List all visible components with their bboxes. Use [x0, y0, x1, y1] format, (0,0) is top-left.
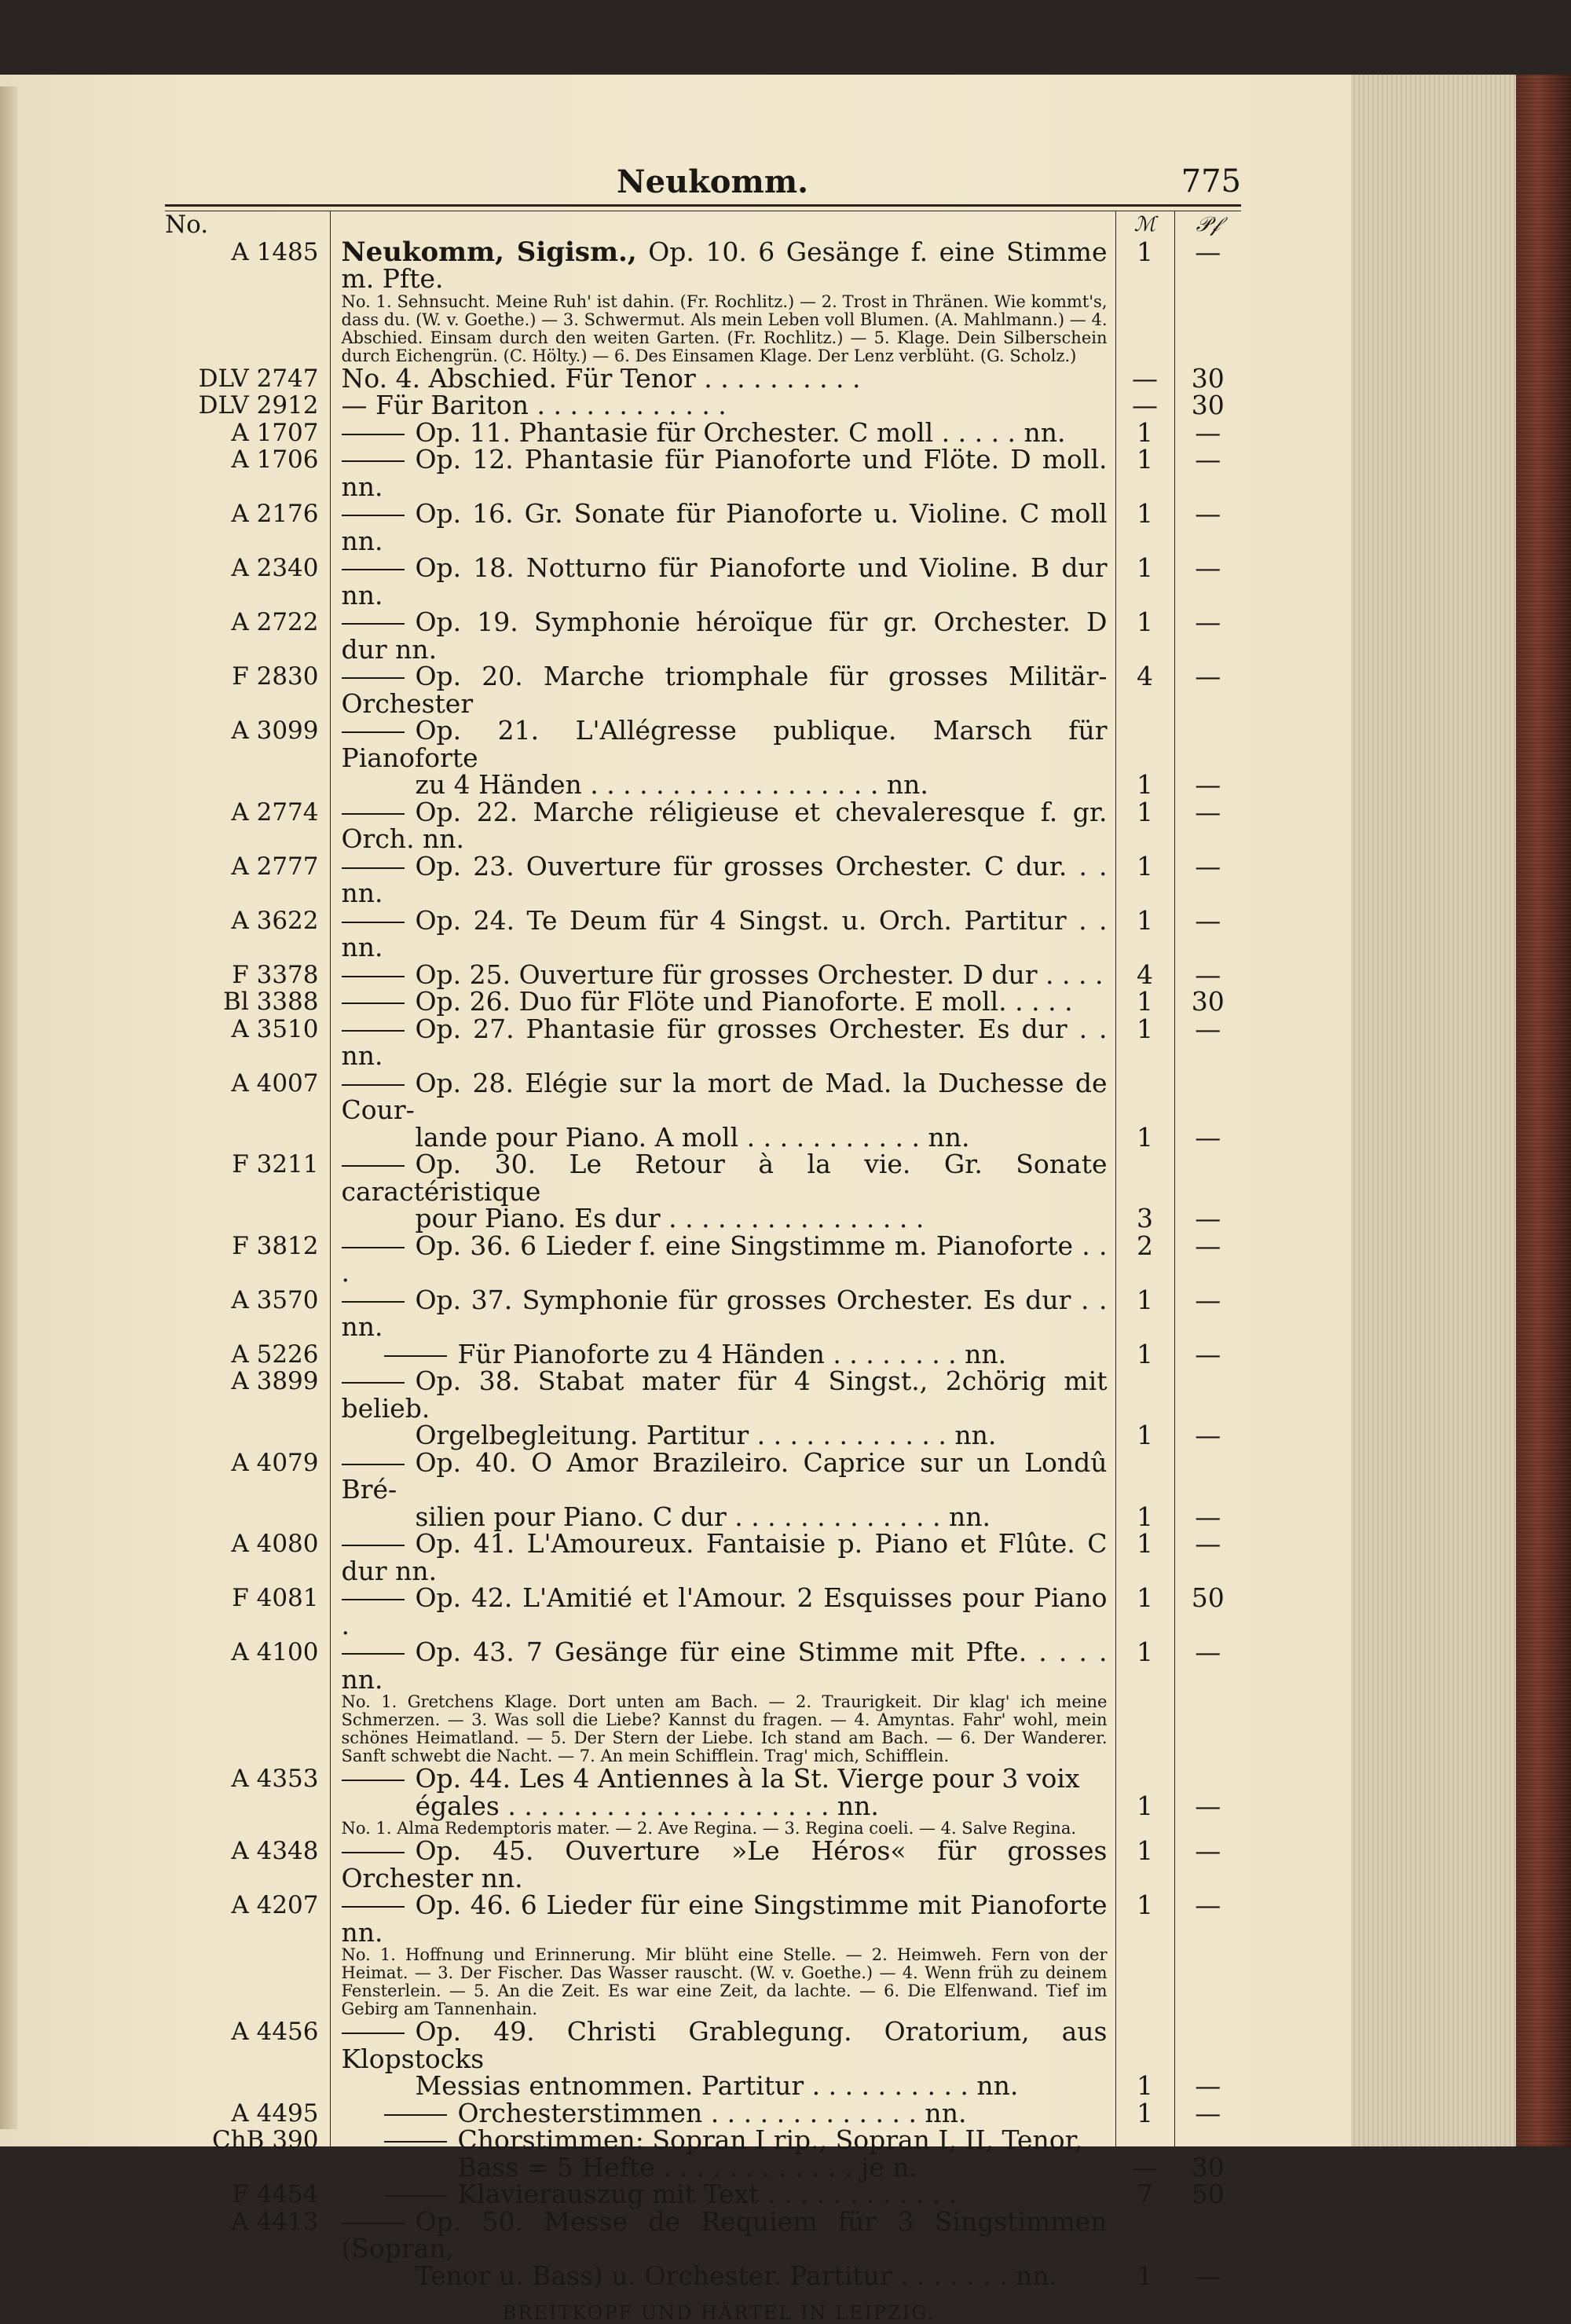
price-pfennig: —	[1174, 500, 1241, 555]
entry-description	[330, 850, 1115, 908]
ditto-dash	[342, 1599, 405, 1600]
entry-description	[330, 609, 1115, 663]
col-no-header: No.	[165, 211, 209, 239]
entry-description	[330, 1582, 1115, 1640]
price-pfennig: —	[1174, 2100, 1241, 2128]
entry-number: F 3378	[232, 960, 319, 989]
price-mark: 1	[1115, 988, 1174, 1016]
price-mark: 7	[1115, 2181, 1174, 2209]
entry-description	[330, 1067, 1115, 1153]
entry-description	[330, 1230, 1115, 1288]
entry-title: Op. 26. Duo für Flöte und Pianoforte. E moll. . . . .	[415, 986, 1073, 1017]
contents-note: No. 1. Gretchens Klage. Dort unten am Bach. — 2. Traurigkeit. Dir klag' ich meine Schmerzen. — 3. Was soll die Liebe? Kannst du fragen. — 4. Amyntas. Fahr' wohl, mein schönes Heimatland. — 5. Der Stern der Liebe. Ich stand am Bach. — 6. Der Wanderer. Sanft schwebt die Nacht. — 7. An mein Schifflein. Trag' mich, Schifflein.	[330, 1693, 1115, 1765]
entry-description	[330, 988, 1115, 1016]
price-pfennig: —	[1174, 1070, 1241, 1152]
contents-note: No. 1. Hoffnung und Erinnerung. Mir blüht eine Stelle. — 2. Heimweh. Fern von der Heimat. — 3. Der Fischer. Das Wasser rauscht. (W. v. Goethe.) — 4. Wenn früh zu deinem Fensterlein. — 5. An die Zeit. Es war eine Zeit, da lachte. — 6. Die Elfenwand. Tief im Gebirg am Tannenhain.	[330, 1946, 1115, 2018]
col-desc-header	[330, 211, 1115, 239]
price-mark: 4	[1115, 962, 1174, 989]
catalog-entry	[165, 420, 1241, 447]
entry-title: Op. 30. Le Retour à la vie. Gr. Sonate caractéristique	[341, 1149, 1108, 1207]
entry-title: Op. 19. Symphonie héroïque für gr. Orchester. D dur nn.	[341, 607, 1108, 665]
entry-title: Op. 38. Stabat mater für 4 Singst., 2chörig mit belieb.	[341, 1365, 1108, 1424]
entry-title: Für Pianoforte zu 4 Händen . . . . . . . . nn.	[457, 1338, 1007, 1369]
price-mark: 1	[1115, 2100, 1174, 2128]
price-mark: 1	[1115, 609, 1174, 663]
book-spine-texture	[1516, 75, 1571, 2146]
entry-number: F 3812	[232, 1231, 319, 1260]
price-mark: 3	[1115, 1151, 1174, 1233]
entry-number: A 1706	[231, 445, 319, 474]
page-title: Neukomm.	[617, 163, 809, 200]
catalog-entry	[165, 1070, 1241, 1152]
ditto-dash	[342, 1030, 405, 1032]
empty-cell	[1174, 293, 1241, 365]
price-pfennig: —	[1174, 907, 1241, 962]
entry-continuation: zu 4 Händen . . . . . . . . . . . . . . . . . . nn.	[415, 769, 928, 800]
entry-description	[330, 796, 1115, 854]
entry-number: A 3510	[231, 1014, 319, 1043]
entry-number: A 1485	[231, 237, 319, 266]
ditto-dash	[384, 2114, 447, 2116]
price-pfennig: 50	[1174, 2181, 1241, 2209]
entry-description	[330, 1338, 1115, 1369]
price-pfennig: —	[1174, 446, 1241, 500]
entry-description	[330, 1446, 1115, 1532]
ditto-dash	[342, 1301, 405, 1303]
price-pfennig: —	[1174, 1151, 1241, 1233]
entry-number: A 4207	[231, 1891, 319, 1919]
price-pfennig: 30	[1174, 2127, 1241, 2181]
price-mark: 1	[1115, 1368, 1174, 1450]
entry-number: A 2176	[231, 500, 319, 528]
catalog-entry	[165, 1450, 1241, 1531]
entry-number: A 3622	[231, 906, 319, 935]
catalog-entry	[165, 907, 1241, 962]
entry-number: DLV 2747	[198, 364, 319, 393]
entry-number: A 3099	[231, 717, 319, 745]
catalog-entry	[165, 392, 1241, 420]
left-page-gutter	[0, 86, 17, 2129]
entry-number: A 1707	[231, 418, 319, 447]
price-mark: —	[1115, 365, 1174, 393]
entry-number: A 2340	[231, 554, 319, 582]
price-pfennig: —	[1174, 1341, 1241, 1369]
entry-description	[330, 552, 1115, 610]
entry-number: Bl 3388	[223, 988, 319, 1016]
price-pfennig: —	[1174, 1287, 1241, 1341]
catalog-entry	[165, 799, 1241, 853]
price-mark: 1	[1115, 1639, 1174, 1693]
contents-note-row	[165, 1946, 1241, 2018]
col-mark-header: ℳ	[1115, 211, 1174, 239]
ditto-dash	[342, 569, 405, 570]
catalog-entry	[165, 1341, 1241, 1369]
catalog-entry	[165, 1151, 1241, 1233]
price-pfennig: —	[1174, 799, 1241, 853]
catalog-entry	[165, 446, 1241, 500]
entry-title: Op. 42. L'Amitié et l'Amour. 2 Esquisses pour Piano .	[341, 1582, 1108, 1640]
price-mark: 1	[1115, 1341, 1174, 1369]
ditto-dash	[342, 976, 405, 977]
price-pfennig: —	[1174, 1530, 1241, 1585]
entry-description	[330, 392, 1115, 420]
ditto-dash	[342, 515, 405, 516]
entry-description	[330, 717, 1115, 799]
price-pfennig: 30	[1174, 365, 1241, 393]
ditto-dash	[342, 623, 405, 625]
price-pfennig: —	[1174, 1639, 1241, 1693]
entry-title: Op. 46. 6 Lieder für eine Singstimme mit Pianoforte nn.	[341, 1890, 1108, 1948]
entry-title: Op. 25. Ouverture für grosses Orchester. D dur . . . .	[415, 959, 1104, 990]
entry-title: Op. 11. Phantasie für Orchester. C moll . . . . . nn.	[415, 416, 1066, 448]
price-pfennig: —	[1174, 1892, 1241, 1946]
column-header-row	[165, 211, 1241, 239]
price-mark: 1	[1115, 2018, 1174, 2100]
entry-number: A 2722	[231, 608, 319, 636]
catalog-entry	[165, 500, 1241, 555]
price-mark: 1	[1115, 446, 1174, 500]
catalog-entry	[165, 239, 1241, 293]
catalog-entry	[165, 1233, 1241, 1287]
entry-number: A 4007	[231, 1069, 319, 1098]
catalog-entry	[165, 1838, 1241, 1892]
ditto-dash	[342, 460, 405, 462]
entry-title: No. 4. Abschied. Für Tenor . . . . . . . . . .	[341, 362, 861, 394]
contents-note-row	[165, 1693, 1241, 1765]
entry-description	[330, 1151, 1115, 1233]
catalog-entry	[165, 1287, 1241, 1341]
ditto-dash	[342, 1382, 405, 1384]
contents-note: No. 1. Sehnsucht. Meine Ruh' ist dahin. (Fr. Rochlitz.) — 2. Trost in Thränen. Wie kommt's, dass du. (W. v. Goethe.) — 3. Schwermut. Als mein Leben voll Blumen. (A. Mahlmann.) — 4. Abschied. Einsam durch den weiten Garten. (Fr. Rochlitz.) — 5. Klage. Dein Silberschein durch Eichengrün. (C. Hölty.) — 6. Des Einsamen Klage. Der Lenz verblüht. (G. Scholz.)	[330, 293, 1115, 365]
entry-description	[330, 362, 1115, 394]
entry-description	[330, 904, 1115, 962]
price-mark: —	[1115, 2127, 1174, 2181]
price-pfennig: —	[1174, 717, 1241, 799]
catalog-entry	[165, 962, 1241, 989]
price-mark: 1	[1115, 1585, 1174, 1639]
price-pfennig: —	[1174, 420, 1241, 447]
entry-number: A 4456	[231, 2018, 319, 2046]
price-mark: 1	[1115, 1287, 1174, 1341]
catalog-entry	[165, 2127, 1241, 2181]
price-mark: —	[1115, 392, 1174, 420]
price-mark: 1	[1115, 1070, 1174, 1152]
entry-number: A 4495	[231, 2099, 319, 2128]
entry-number: ChB 390	[212, 2126, 319, 2154]
entry-title: Op. 50. Messe de Requiem für 3 Singstimmen (Sopran,	[341, 2205, 1108, 2264]
price-pfennig: —	[1174, 239, 1241, 293]
entry-number: A 3899	[231, 1367, 319, 1395]
price-pfennig: —	[1174, 555, 1241, 609]
ditto-dash	[342, 731, 405, 733]
entry-title: Op. 18. Notturno für Pianoforte und Violine. B dur nn.	[341, 552, 1108, 610]
entry-description	[330, 1835, 1115, 1893]
price-pfennig: —	[1174, 609, 1241, 663]
entry-number: A 5226	[231, 1340, 319, 1369]
entry-title: Op. 24. Te Deum für 4 Singst. u. Orch. Partitur . . nn.	[341, 904, 1108, 962]
catalog-entry	[165, 717, 1241, 799]
entry-title: Op. 49. Christi Grablegung. Oratorium, aus Klopstocks	[341, 2016, 1108, 2074]
entry-number: A 2777	[231, 852, 319, 881]
price-pfennig: —	[1174, 2018, 1241, 2100]
price-pfennig: —	[1174, 663, 1241, 717]
catalog-entry	[165, 853, 1241, 907]
price-mark: 1	[1115, 1450, 1174, 1531]
entry-title: Op. 41. L'Amoureux. Fantaisie p. Piano et Flûte. C dur nn.	[341, 1528, 1108, 1586]
catalog-entry	[165, 2100, 1241, 2128]
composer-name: Neukomm, Sigism.,	[341, 236, 637, 268]
price-pfennig: 30	[1174, 988, 1241, 1016]
entry-number: A 4353	[231, 1765, 319, 1793]
price-mark: 1	[1115, 239, 1174, 293]
ditto-dash	[342, 434, 405, 435]
price-mark: 1	[1115, 853, 1174, 907]
entry-title: Op. 28. Elégie sur la mort de Mad. la Duchesse de Cour-	[341, 1067, 1108, 1125]
empty-cell	[165, 1946, 330, 2018]
contents-note: No. 1. Alma Redemptoris mater. — 2. Ave Regina. — 3. Regina coeli. — 4. Salve Regina.	[330, 1820, 1115, 1838]
price-mark: 1	[1115, 1838, 1174, 1892]
catalog-entry	[165, 609, 1241, 663]
entry-title: Klavierauszug mit Text . . . . . . . . . . . .	[457, 2179, 958, 2209]
ditto-dash	[342, 1852, 405, 1853]
price-pfennig: —	[1174, 1765, 1241, 1820]
ditto-dash	[342, 1084, 405, 1086]
entry-number: A 2774	[231, 797, 319, 827]
price-mark: 1	[1115, 799, 1174, 853]
price-pfennig: —	[1174, 1233, 1241, 1287]
ditto-dash	[342, 1165, 405, 1167]
ditto-dash	[342, 813, 405, 815]
entry-number: DLV 2912	[198, 391, 319, 420]
price-pfennig: —	[1174, 962, 1241, 989]
entry-description	[330, 1530, 1115, 1585]
entry-description	[330, 2018, 1115, 2100]
entry-number: A 4413	[231, 2207, 319, 2236]
entry-description	[330, 416, 1115, 448]
entry-number: A 4080	[231, 1530, 319, 1558]
price-pfennig: —	[1174, 1016, 1241, 1070]
price-mark: 1	[1115, 717, 1174, 799]
ditto-dash	[342, 867, 405, 869]
empty-cell	[1174, 1946, 1241, 2018]
entry-description	[330, 959, 1115, 990]
entry-description	[330, 1892, 1115, 1946]
ditto-dash	[342, 1545, 405, 1546]
price-mark: 2	[1115, 1233, 1174, 1287]
entry-number: A 4079	[231, 1448, 319, 1477]
entry-title: Op. 23. Ouverture für grosses Orchester. C dur. . . nn.	[341, 850, 1108, 908]
price-mark: 4	[1115, 663, 1174, 717]
catalog-entry	[165, 1639, 1241, 1693]
price-pfennig: 50	[1174, 1585, 1241, 1639]
catalog-entry	[165, 1765, 1241, 1820]
ditto-dash	[342, 1247, 405, 1248]
empty-cell	[165, 1693, 330, 1765]
page-number: 775	[1181, 163, 1241, 200]
entry-description	[330, 446, 1115, 500]
catalog-entry	[165, 1892, 1241, 1946]
ditto-dash	[384, 2141, 447, 2143]
catalog-entry	[165, 1585, 1241, 1639]
ditto-dash	[342, 2033, 405, 2034]
empty-cell	[165, 1820, 330, 1838]
ditto-dash	[342, 1653, 405, 1655]
price-mark: 1	[1115, 1530, 1174, 1585]
empty-cell	[1174, 1693, 1241, 1765]
catalog-entry	[165, 2209, 1241, 2290]
catalog-entry	[165, 365, 1241, 393]
entry-continuation: Bass = 5 Hefte . . . . . . . . . . . . je n.	[457, 2151, 917, 2183]
entry-title: Op. 22. Marche réligieuse et chevaleresque f. gr. Orch. nn.	[341, 796, 1108, 854]
entry-title: Op. 20. Marche triomphale für grosses Militär-Orchester	[341, 661, 1108, 719]
price-mark: 1	[1115, 907, 1174, 962]
price-pfennig: —	[1174, 1450, 1241, 1531]
price-mark: 1	[1115, 1016, 1174, 1070]
entry-continuation: pour Piano. Es dur . . . . . . . . . . . . . . . .	[415, 1203, 925, 1233]
empty-cell	[1115, 1693, 1174, 1765]
price-mark: 1	[1115, 2209, 1174, 2290]
entry-title: Op. 27. Phantasie für grosses Orchester. Es dur . . nn.	[341, 1013, 1108, 1071]
catalog-entry	[165, 555, 1241, 609]
ditto-dash	[342, 922, 405, 923]
price-pfennig: 30	[1174, 392, 1241, 420]
entry-title: Op. 16. Gr. Sonate für Pianoforte u. Violine. C moll nn.	[341, 498, 1108, 556]
entry-continuation: Tenor u. Bass) u. Orchester. Partitur . . . . . . . nn.	[415, 2260, 1058, 2291]
entry-description	[330, 2124, 1115, 2183]
catalog-entry	[165, 2181, 1241, 2209]
catalog-entry	[165, 663, 1241, 717]
catalog-entry	[165, 988, 1241, 1016]
col-pf-header: 𝒫𝒻	[1174, 211, 1241, 239]
ditto-dash	[342, 677, 405, 679]
entry-number: F 4081	[232, 1584, 319, 1612]
page-content	[165, 157, 1241, 2324]
price-pfennig: —	[1174, 853, 1241, 907]
catalog-entry	[165, 1530, 1241, 1585]
entry-title: Op. 45. Ouverture »Le Héros« für grosses Orchester nn.	[341, 1835, 1108, 1893]
price-mark: 1	[1115, 1765, 1174, 1820]
entry-description	[330, 1013, 1115, 1071]
entry-title: Op. 21. L'Allégresse publique. Marsch für Pianoforte	[341, 715, 1108, 773]
entry-title: Op. 10. 6 Gesänge f. eine Stimme m. Pfte.	[341, 236, 1108, 294]
entry-description	[330, 1284, 1115, 1342]
entry-description	[330, 1765, 1115, 1820]
catalog-entry	[165, 2018, 1241, 2100]
catalog-entry	[165, 1016, 1241, 1070]
ditto-dash	[342, 1003, 405, 1004]
entry-title: Op. 43. 7 Gesänge für eine Stimme mit Pfte. . . . . nn.	[341, 1637, 1108, 1695]
entry-title: Orchesterstimmen . . . . . . . . . . . . . nn.	[457, 2097, 967, 2128]
ditto-dash	[384, 1355, 447, 1357]
entry-number: F 2830	[232, 662, 319, 691]
entry-description	[330, 1639, 1115, 1693]
ditto-dash	[342, 1780, 405, 1781]
entry-description	[330, 2097, 1115, 2128]
catalog-table	[165, 211, 1241, 2289]
price-mark: 1	[1115, 420, 1174, 447]
entry-description	[330, 663, 1115, 717]
entry-description	[330, 2181, 1115, 2209]
entry-number: A 4348	[231, 1837, 319, 1865]
entry-description	[330, 500, 1115, 555]
running-head	[165, 157, 1241, 207]
entry-title: Op. 37. Symphonie für grosses Orchester. Es dur . . nn.	[341, 1284, 1108, 1342]
price-pfennig: —	[1174, 1838, 1241, 1892]
entry-title: Op. 36. 6 Lieder f. eine Singstimme m. Pianoforte . . .	[341, 1230, 1108, 1288]
entry-description	[330, 1365, 1115, 1450]
entry-number: A 4100	[231, 1638, 319, 1666]
ditto-dash	[384, 2195, 447, 2197]
price-mark: 1	[1115, 500, 1174, 555]
entry-continuation: silien pour Piano. C dur . . . . . . . . . . . . . nn.	[415, 1501, 991, 1532]
entry-number: F 3211	[232, 1150, 319, 1178]
empty-cell	[1115, 293, 1174, 365]
price-pfennig: —	[1174, 1368, 1241, 1450]
catalog-entry	[165, 1368, 1241, 1450]
entry-number: F 4454	[232, 2180, 319, 2209]
ditto-dash	[342, 2223, 405, 2224]
entry-continuation: Messias entnommen. Partitur . . . . . . . . . . nn.	[415, 2070, 1019, 2101]
contents-note-row	[165, 293, 1241, 365]
ditto-dash	[342, 1464, 405, 1465]
entry-title: — Für Bariton . . . . . . . . . . . .	[341, 390, 727, 420]
entry-continuation: égales . . . . . . . . . . . . . . . . . . . . nn.	[415, 1790, 879, 1821]
page-edges	[1351, 75, 1516, 2146]
ditto-dash	[342, 1906, 405, 1908]
entry-continuation: lande pour Piano. A moll . . . . . . . . . . . nn.	[415, 1121, 970, 1153]
entry-description	[330, 2205, 1115, 2291]
entry-title: Chorstimmen: Sopran I rip., Sopran I, II, Tenor,	[457, 2124, 1083, 2155]
entry-title: Op. 40. O Amor Brazileiro. Caprice sur un Londû Bré-	[341, 1446, 1108, 1505]
price-mark: 1	[1115, 555, 1174, 609]
publisher-footer: BREITKOPF UND HÄRTEL IN LEIPZIG.	[502, 2302, 936, 2324]
price-mark: 1	[1115, 1892, 1174, 1946]
empty-cell	[1115, 1946, 1174, 2018]
entry-number: A 3570	[231, 1285, 319, 1314]
price-pfennig: —	[1174, 2209, 1241, 2290]
entry-continuation: Orgelbegleitung. Partitur . . . . . . . . . . . . nn.	[415, 1420, 997, 1450]
entry-description	[330, 236, 1115, 294]
entry-title: Op. 44. Les 4 Antiennes à la St. Vierge pour 3 voix	[415, 1763, 1080, 1794]
empty-cell	[165, 293, 330, 365]
entry-title: Op. 12. Phantasie für Pianoforte und Flöte. D moll. nn.	[341, 444, 1108, 502]
